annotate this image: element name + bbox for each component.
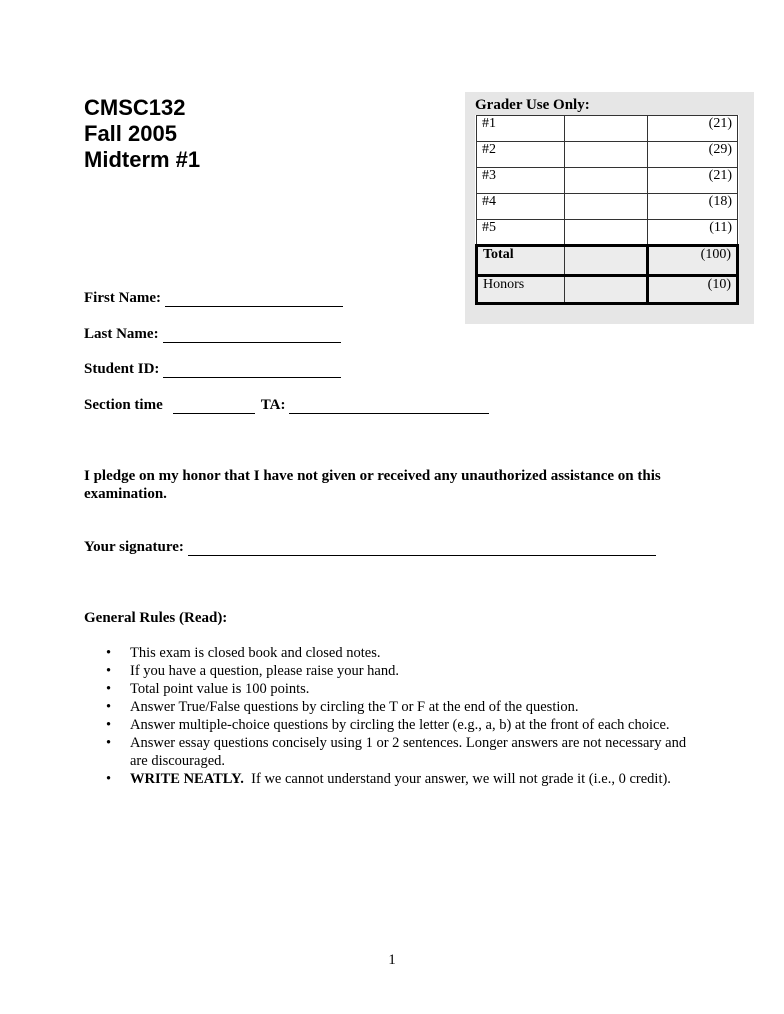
grader-row — [477, 168, 738, 194]
last-name-label: Last Name: — [84, 326, 159, 342]
score-cell — [565, 142, 648, 168]
grader-use-box — [465, 92, 754, 324]
ta-blank[interactable] — [289, 399, 489, 414]
grader-row — [477, 220, 738, 246]
grader-row — [477, 142, 738, 168]
question-points: (11) — [648, 220, 738, 246]
total-points: (100) — [648, 246, 738, 276]
rules-heading: General Rules (Read): — [84, 610, 228, 626]
rule-item — [84, 680, 704, 698]
question-label: #2 — [477, 142, 565, 168]
rule-item — [84, 698, 704, 716]
question-label: #4 — [477, 194, 565, 220]
page-number: 1 — [388, 952, 396, 968]
grader-total-row — [477, 246, 738, 276]
question-label: #5 — [477, 220, 565, 246]
total-label: Total — [477, 246, 565, 276]
rule-item — [84, 770, 704, 788]
rule-text: This exam is closed book and closed notes. — [130, 645, 381, 661]
score-cell — [565, 220, 648, 246]
rule-text: Answer essay questions concisely using 1 or 2 sentences. Longer answers are not necessary and are discouraged. — [130, 735, 687, 769]
first-name-field[interactable] — [84, 290, 343, 307]
question-points: (21) — [648, 168, 738, 194]
rule-text: If we cannot understand your answer, we will not grade it (i.e., 0 credit). — [243, 771, 671, 787]
rule-text: Total point value is 100 points. — [130, 681, 310, 697]
section-time-blank[interactable] — [173, 399, 255, 414]
honor-pledge: I pledge on my honor that I have not given or received any unauthorized assistance on this examination. — [84, 468, 661, 502]
honors-label: Honors — [477, 276, 565, 304]
rule-text: Answer True/False questions by circling the T or F at the end of the question. — [130, 699, 579, 715]
total-score-cell — [565, 246, 648, 276]
grader-row — [477, 194, 738, 220]
score-cell — [565, 168, 648, 194]
signature-label: Your signature: — [84, 539, 184, 555]
grader-honors-row — [477, 276, 738, 304]
bullet-icon: • — [106, 735, 112, 751]
question-points: (18) — [648, 194, 738, 220]
honors-score-cell — [565, 276, 648, 304]
first-name-label: First Name: — [84, 290, 162, 306]
question-label: #3 — [477, 168, 565, 194]
rules-list — [84, 644, 704, 788]
question-label: #1 — [477, 116, 565, 142]
rule-item — [84, 662, 704, 680]
section-time-field[interactable] — [84, 397, 489, 414]
grader-title: Grader Use Only: — [475, 97, 590, 113]
score-cell — [565, 194, 648, 220]
section-time-label: Section time — [84, 397, 163, 413]
student-id-label: Student ID: — [84, 361, 160, 377]
question-points: (29) — [648, 142, 738, 168]
bullet-icon: • — [106, 699, 112, 715]
rule-item — [84, 644, 704, 662]
signature-blank[interactable] — [188, 541, 656, 556]
bullet-icon: • — [106, 717, 112, 733]
rule-text: If you have a question, please raise your hand. — [130, 663, 399, 679]
term: Fall 2005 — [84, 121, 177, 146]
bullet-icon: • — [106, 645, 112, 661]
bullet-icon: • — [106, 771, 112, 787]
ta-label: TA: — [260, 397, 286, 413]
bullet-icon: • — [106, 663, 112, 679]
grader-row — [477, 116, 738, 142]
last-name-blank[interactable] — [163, 328, 341, 343]
grader-table — [475, 115, 739, 305]
score-cell — [565, 116, 648, 142]
bullet-icon: • — [106, 681, 112, 697]
signature-field[interactable] — [84, 539, 656, 556]
rule-emphasis: WRITE NEATLY. — [130, 771, 244, 787]
rule-text: Answer multiple-choice questions by circling the letter (e.g., a, b) at the front of each choice. — [130, 717, 670, 733]
exam-title-block — [84, 95, 200, 173]
course-code: CMSC132 — [84, 95, 186, 120]
first-name-blank[interactable] — [165, 292, 343, 307]
rule-item — [84, 716, 704, 734]
rule-item — [84, 734, 704, 770]
exam-name: Midterm #1 — [84, 147, 201, 172]
honors-points: (10) — [648, 276, 738, 304]
question-points: (21) — [648, 116, 738, 142]
last-name-field[interactable] — [84, 326, 341, 343]
student-id-field[interactable] — [84, 361, 341, 378]
student-id-blank[interactable] — [163, 363, 341, 378]
